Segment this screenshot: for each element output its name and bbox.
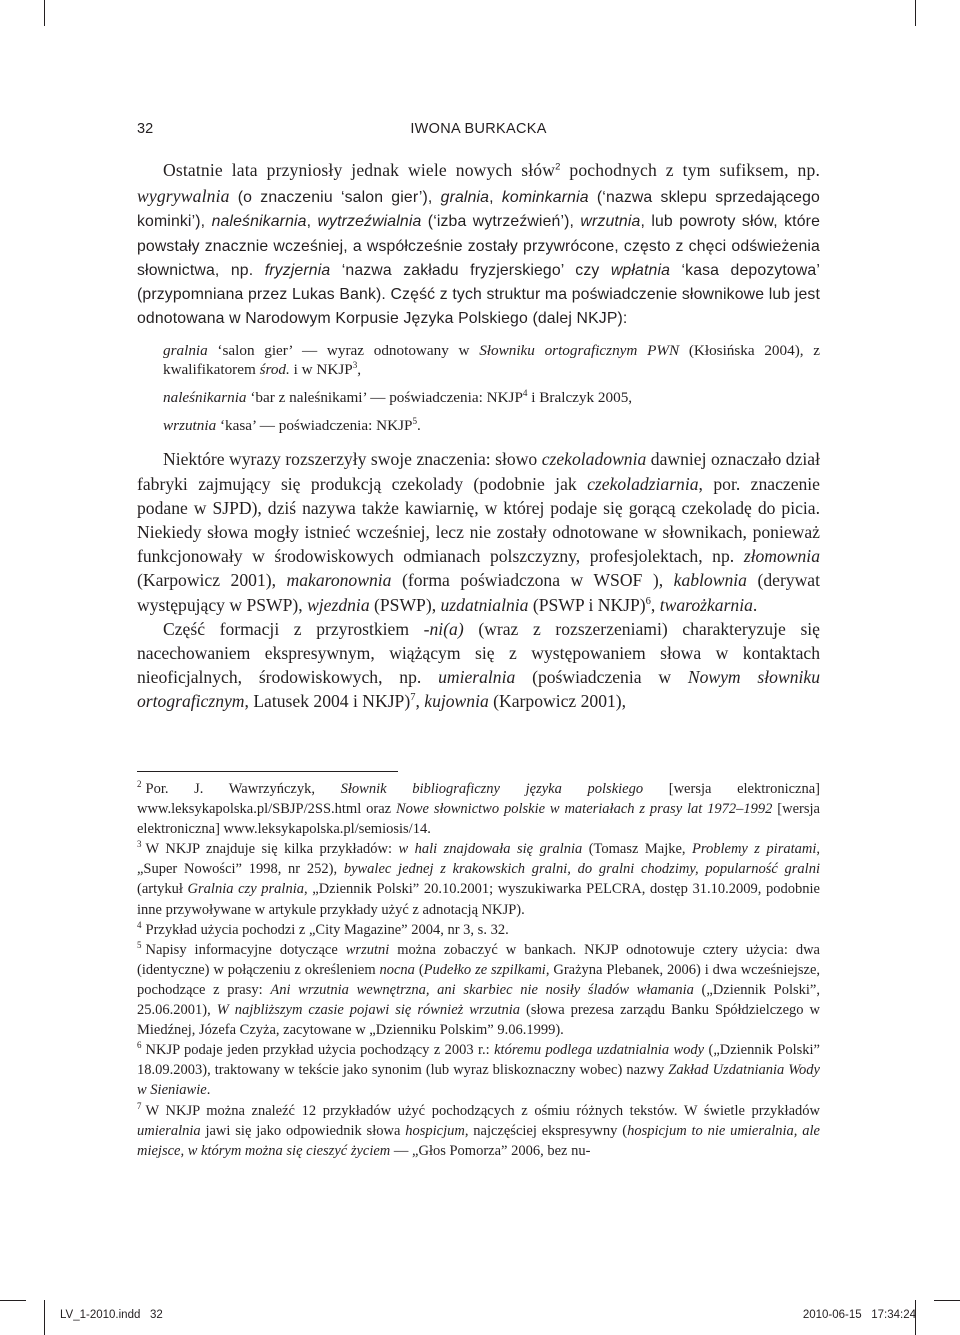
footnote-ref-4[interactable]: 4 [522, 388, 528, 399]
footnote-ref-7[interactable]: 7 [410, 692, 416, 704]
footnote-2: $^2$ Por. J. Wawrzyńczyk, Słownik bibliograficzny języka polskiego [wersja elektroniczna] www.leksykapolska.pl/SBJP/2SS.html oraz Nowe słownictwo polskie w materiałach z prasy lat 1972–1992 [wersja elektroniczna] www.leksykapolska.pl/semiosis/14. [137, 779, 821, 838]
paragraph-2: Niektóre wyrazy rozszerzyły swoje znaczenia: słowo czekoladownia dawniej oznaczało dział fabryki zajmujący się produkcją czekolady (podobnie jak czekoladziarnia, por. znaczenie podane w SJPD), dziś nazywa także kawiarnię, w której podaje się gorącą czekoladę do picia. Niekiedy słowa mogły istnieć wcześniej, lecz nie zostały odnotowane w słownikach, ponieważ funkcjonowały w środowiskowych odmianach polszczyzny, profesjolektach, np. złomownia (Karpowicz 2001), makaronownia (forma poświadczona w WSOF ), kablownia (derywat występujący w PSWP), wjezdnia (PSWP), uzdatnialnia (PSWP i NKJP)$^6$, twarożkarnia. [137, 449, 821, 615]
page-number: 32 [137, 121, 154, 137]
example-wrzutnia: wrzutnia ‘kasa’ — poświadczenia: NKJP$^5$. [163, 416, 421, 435]
slug-file: LV_1-2010.indd 32 [60, 1309, 163, 1321]
footnote-4: $^4$ Przykład użycia pochodzi z „City Magazine” 2004, nr 3, s. 32. [137, 919, 509, 938]
footnotes [137, 779, 820, 1161]
footnote-3: $^3$ W NKJP znajduje się kilka przykładów: w hali znajdowała się gralnia (Tomasz Majke, Problemy z piratami, „Super Nowości” 1998, nr 252), bywalec jednej z krakowskich gralni, do gralni chodzimy, popularność gralni (artykuł Gralnia czy pralnia, „Dziennik Polski” 20.10.2001; wyszukiwarka PELCRA, dostęp 31.10.2009, podobnie inne przywoływane w artykule przykłady użyć z adnotacją NKJP). [137, 839, 820, 918]
paragraph-1: Ostatnie lata przyniosły jednak wiele nowych słów$^2$ pochodnych z tym sufiksem, np. wygrywalnia (o znaczeniu ‘salon gier’), gralnia, kominkarnia (‘nazwa sklepu sprzedającego kominki’), naleśnikarnia, wytrzeźwialnia (‘izba wytrzeźwień’), wrzutnia, lub powroty słów, które powstały znacznie wcześniej, a współcześnie zostały przywrócone, często z chęci odświeżenia słownictwa, np. fryzjernia ‘nazwa zakładu fryzjerskiego’ czy wpłatnia ‘kasa depozytowa’ (przypomniana przez Lukas Bank). Część z tych struktur ma poświadczenie słownikowe lub jest odnotowana w Narodowym Korpusie Języka Polskiego (dalej NKJP): [137, 160, 821, 328]
footnote-7: $^7$ W NKJP można znaleźć 12 przykładów użyć pochodzących z ośmiu różnych tekstów. W świetle przykładów umieralnia jawi się jako odpowiednik słowa hospicjum, najczęściej ekspresywny (hospicjum to nie umieralnia, ale miejsce, w którym można się cieszyć życiem — „Głos Pomorza” 2006, bez nu- [137, 1100, 820, 1159]
running-head [137, 121, 820, 143]
footnote-ref-5[interactable]: 5 [412, 416, 417, 427]
footnote-5: $^5$ Napisy informacyjne dotyczące wrzutni można zobaczyć w bankach. NKJP odnotowuje cztery użycia: dwa (identyczne) w połączeniu z określeniem nocna (Pudełko ze szpilkami, Grażyna Plebanek, 2006) i dwa wcześniejsze, pochodzące z prasy: Ani wrzutnia wewnętrzna, ani skarbiec nie nosiły śladów włamania („Dziennik Polski”, 25.06.2001), W najbliższym czasie pojawi się również wrzutnia (słowa prezesa zarządu Banku Spółdzielczego w Miedźnej, Józefa Czyża, zacytowane w „Dzienniku Polskim” 9.06.1999). [137, 939, 821, 1039]
paragraph-3: Część formacji z przyrostkiem -ni(a) (wraz z rozszerzeniami) charakteryzuje się nacechowaniem ekspresywnym, wiążącym się z występowaniem słowa w kontaktach nieoficjalnych, środowiskowych, np. umieralnia (poświadczenia w Nowym słowniku ortograficznym, Latusek 2004 i NKJP)$^7$, kujownia (Karpowicz 2001), [137, 618, 820, 712]
running-head-author: IWONA BURKACKA [410, 121, 547, 137]
slug-date: 2010-06-15 17:34:24 [802, 1309, 916, 1321]
footnote-separator [137, 771, 398, 772]
crop-mark-bottom-left [44, 1300, 45, 1335]
example-gralnia: gralnia ‘salon gier’ — wyraz odnotowany w Słowniku ortograficznym PWN (Kłosińska 2004), z kwalifikatorem środ. i w NKJP$^3$, [163, 342, 821, 379]
footnote-ref-3[interactable]: 3 [352, 360, 358, 371]
example-nalesnikarnia: naleśnikarnia ‘bar z naleśnikami’ — poświadczenia: NKJP$^4$ i Bralczyk 2005, [163, 388, 633, 407]
crop-mark-top-right [915, 0, 916, 26]
footnote-6: $^6$ NKJP podaje jeden przykład użycia pochodzący z 2003 r.: któremu podlega uzdatnialnia wody („Dziennik Polski” 18.09.2003), traktowany w tekście jako synonim (lub wyraz bliskoznaczny wobec) nazwy Zakład Uzdatniania Wody w Sieniawie. [137, 1040, 820, 1099]
crop-mark-top-left [44, 0, 45, 26]
main-text [137, 158, 820, 714]
examples-list [163, 341, 820, 435]
footnote-ref-6[interactable]: 6 [645, 595, 651, 607]
crop-mark-bottom-left-h [0, 1300, 26, 1301]
footnote-ref-2[interactable]: 2 [555, 161, 561, 173]
crop-mark-bottom-right-h [934, 1300, 960, 1301]
